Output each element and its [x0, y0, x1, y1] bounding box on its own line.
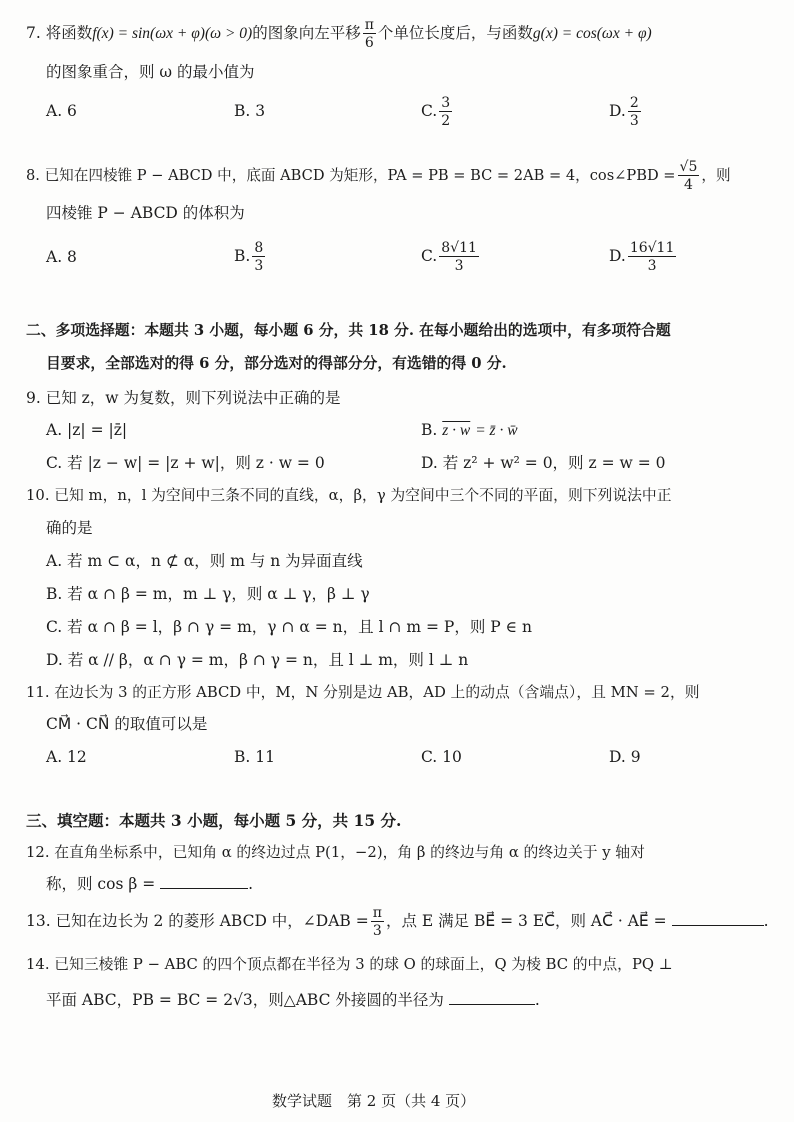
- q10-option-b: B. 若 α ∩ β = m，m ⊥ γ，则 α ⊥ γ，β ⊥ γ: [46, 585, 370, 603]
- section3-heading: 三、填空题：本题共 3 小题，每小题 5 分，共 15 分.: [26, 811, 402, 830]
- q14-stem-line1: 14. 已知三棱锥 P − ABC 的四个顶点都在半径为 3 的球 O 的球面上，Q 为棱 BC 的中点，PQ ⊥: [26, 956, 673, 973]
- q13-stem: 13. 已知在边长为 2 的菱形 ABCD 中，∠DAB = $\frac{\pi}{3}$ ，点 E 满足 BE⃗ = 3 EC⃗，则 AC⃗ · AE⃗ = .: [26, 905, 769, 939]
- page-footer: 数学试题 第 2 页（共 4 页）: [272, 1092, 476, 1110]
- q7-stem-line2: 的图象重合，则 ω 的最小值为: [46, 63, 255, 81]
- q8-stem-line1: 8. 已知在四棱锥 P − ABCD 中，底面 ABCD 为矩形，PA = PB = BC = 2AB = 4，cos∠PBD = $\frac{√5}{4}$ ，则: [26, 159, 731, 193]
- q8-option-c: C. $\frac{8√11}{3}$: [421, 240, 477, 274]
- q7-option-b: B. 3: [234, 102, 266, 120]
- q11-stem-line1: 11. 在边长为 3 的正方形 ABCD 中，M，N 分别是边 AB，AD 上的动点（含端点），且 MN = 2，则: [26, 684, 700, 701]
- section2-heading: 二、多项选择题：本题共 3 小题，每小题 6 分，共 18 分. 在每小题给出的选项中，有多项符合题: [26, 322, 671, 339]
- q11-stem-line2: CM⃗ · CN⃗ 的取值可以是: [46, 715, 208, 733]
- q12-stem-line2: 称，则 cos β = .: [46, 875, 254, 893]
- q9-option-c: C. 若 |z − w| = |z + w|，则 z · w = 0: [46, 454, 325, 472]
- q10-option-d: D. 若 α // β，α ∩ γ = m，β ∩ γ = n，且 l ⊥ m，则 l ⊥ n: [46, 651, 469, 669]
- q13-answer-blank: [672, 924, 764, 926]
- q9-stem: 9. 已知 z，w 为复数，则下列说法中正确的是: [26, 389, 341, 407]
- q8-option-a: A. 8: [46, 248, 77, 266]
- q14-stem-line2: 平面 ABC，PB = BC = 2√3，则△ABC 外接圆的半径为 .: [46, 991, 540, 1009]
- q10-option-a: A. 若 m ⊂ α，n ⊄ α，则 m 与 n 为异面直线: [46, 552, 363, 570]
- q11-option-c: C. 10: [421, 748, 462, 766]
- q8-stem-line2: 四棱锥 P − ABCD 的体积为: [46, 204, 245, 222]
- q7-shift-fraction: $\frac{\pi}{6}$: [364, 17, 374, 51]
- q7-option-a: A. 6: [46, 102, 77, 120]
- q14-answer-blank: [449, 1003, 535, 1005]
- q10-stem-line1: 10. 已知 m，n，l 为空间中三条不同的直线，α，β，γ 为空间中三个不同的平面，则下列说法中正: [26, 487, 672, 504]
- q10-option-c: C. 若 α ∩ β = l，β ∩ γ = m，γ ∩ α = n，且 l ∩ m = P，则 P ∈ n: [46, 618, 533, 636]
- q8-option-b: B. $\frac{8}{3}$: [234, 240, 264, 274]
- q7-option-d: D. $\frac{2}{3}$: [609, 95, 639, 129]
- q7-option-c: C. $\frac{3}{2}$: [421, 95, 451, 129]
- q8-option-d: D. $\frac{16√11}{3}$: [609, 240, 675, 274]
- q9-option-a: A. |z| = |z̄|: [46, 421, 128, 439]
- q9-option-d: D. 若 z² + w² = 0，则 z = w = 0: [421, 454, 666, 472]
- q12-answer-blank: [160, 887, 248, 889]
- q10-stem-line2: 确的是: [46, 519, 93, 537]
- q9-option-b: B. z · w = z̄ · w̄: [421, 421, 518, 439]
- q11-option-b: B. 11: [234, 748, 275, 766]
- q11-option-a: A. 12: [46, 748, 87, 766]
- q7-stem-line1: 7. 将函数f(x) = sin(ωx + φ)(ω > 0)的图象向左平移 $\frac{\pi}{6}$ 个单位长度后，与函数g(x) = cos(ωx + φ): [26, 17, 652, 51]
- q11-option-d: D. 9: [609, 748, 641, 766]
- section2-heading-line2: 目要求，全部选对的得 6 分，部分选对的得部分分，有选错的得 0 分.: [46, 355, 507, 372]
- q12-stem-line1: 12. 在直角坐标系中，已知角 α 的终边过点 P(1，−2)，角 β 的终边与角 α 的终边关于 y 轴对: [26, 844, 645, 861]
